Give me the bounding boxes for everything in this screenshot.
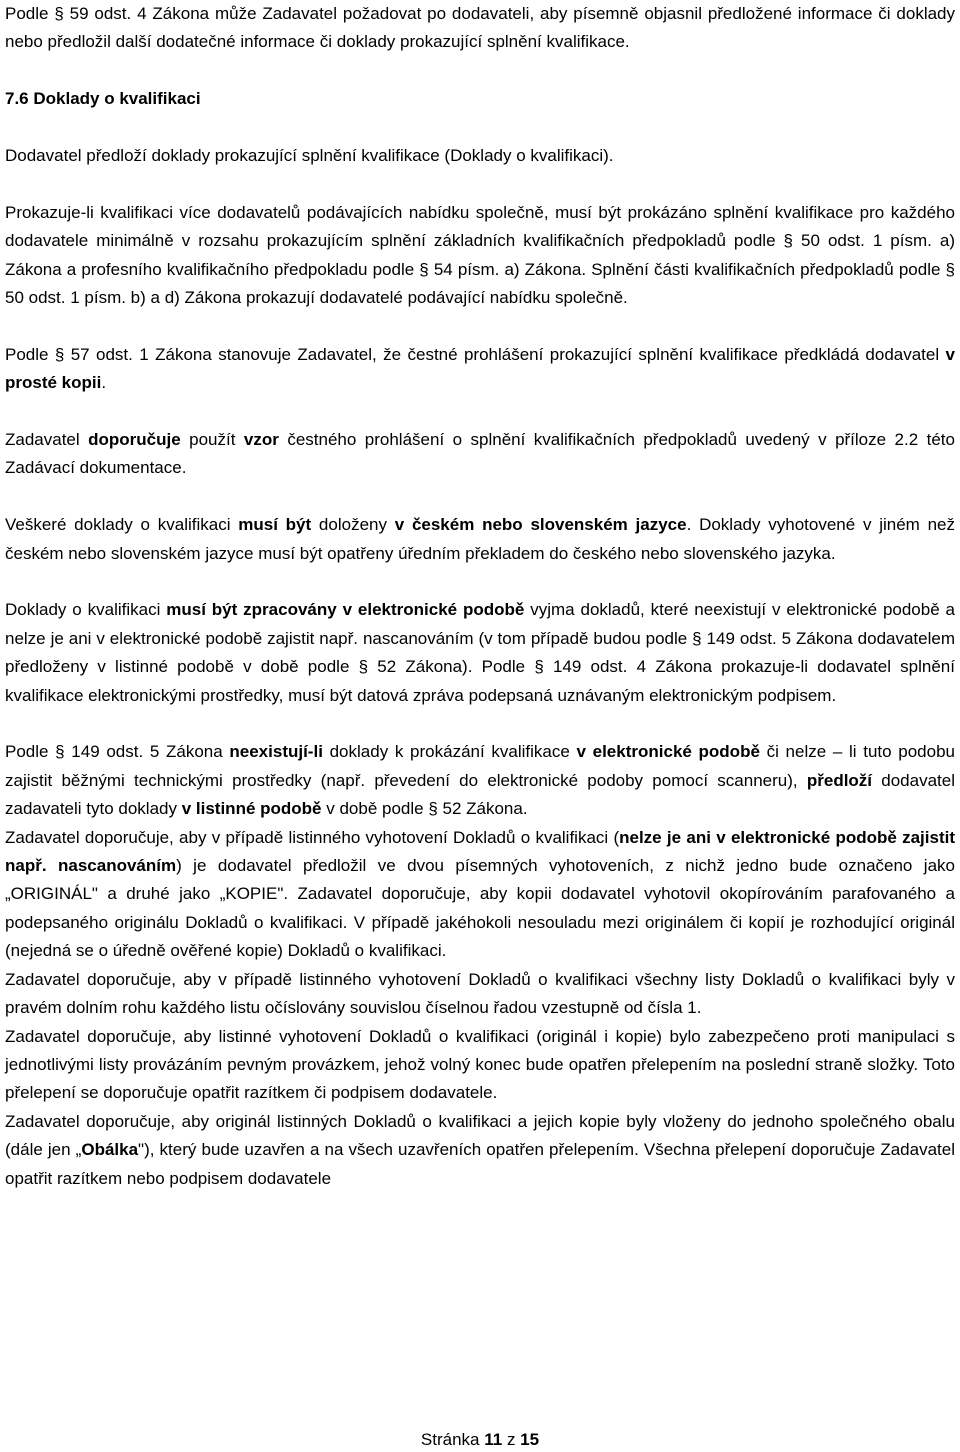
- footer-total-pages: 15: [520, 1430, 540, 1449]
- paragraph: [5, 511, 955, 568]
- page-footer: [0, 1430, 960, 1450]
- text-run: Zadavatel doporučuje, aby v případě listinného vyhotovení Dokladů o kvalifikaci všechny listy Dokladů o kvalifikaci byly v pravém dolním rohu každého listu očíslovány souvislou číselnou řadou vzestupně od čísla 1.: [5, 969, 955, 1018]
- paragraph: [5, 596, 955, 710]
- text-run: doloženy: [311, 515, 395, 535]
- text-run: Zadavatel doporučuje, aby v případě listinného vyhotovení Dokladů o kvalifikaci (: [5, 827, 620, 847]
- text-run: dodavatel zadavateli tyto doklady: [5, 770, 956, 819]
- text-run: vyjma dokladů, které neexistují v elektronické podobě a nelze je ani v elektronické podobě zajistit např. nascanováním (v tom případě budou podle § 149 odst. 5 Zákona dodavatelem předloženy v listinné podobě v době podle § 52 Zákona). Podle § 149 odst. 4 Zákona prokazuje-li dodavatel splnění kvalifikace elektronickými prostředky, musí být datová zpráva podepsaná uznávaným elektronickým podpisem.: [5, 600, 955, 705]
- paragraph: [5, 738, 955, 823]
- text-run: čestného prohlášení o splnění kvalifikačních předpokladů uvedený v příloze 2.2 této Zadávací dokumentace.: [5, 430, 955, 478]
- paragraph: [5, 1023, 955, 1108]
- paragraph: [5, 341, 955, 398]
- paragraph: [5, 199, 955, 313]
- bold-text-run: Obálka: [81, 1140, 139, 1160]
- bold-text-run: neexistují-li: [229, 742, 323, 762]
- text-run: či nelze – li tuto podobu zajistit běžnými technickými prostředky (např. převedení do elektronické podoby pomocí scanneru),: [5, 742, 956, 790]
- footer-prefix: Stránka: [420, 1430, 480, 1449]
- paragraph: [5, 0, 955, 57]
- paragraph: [5, 824, 955, 966]
- footer-separator: z: [506, 1430, 516, 1449]
- text-run: doklady k prokázání kvalifikace: [322, 742, 577, 762]
- text-run: Podle § 149 odst. 5 Zákona: [5, 742, 230, 762]
- text-run: Podle § 59 odst. 4 Zákona může Zadavatel požadovat po dodavateli, aby písemně objasnil předložené informace či doklady nebo předložil další dodatečné informace či doklady prokazující splnění kvalifikace.: [5, 4, 955, 52]
- bold-text-run: vzor: [243, 430, 279, 450]
- paragraph: [5, 426, 955, 483]
- document-page: [5, 0, 955, 1193]
- bold-text-run: musí být: [238, 515, 312, 535]
- text-run: Podle § 57 odst. 1 Zákona stanovuje Zadavatel, že čestné prohlášení prokazující splnění kvalifikace předkládá dodavatel: [5, 344, 946, 364]
- section-heading: [5, 85, 955, 113]
- text-run: Veškeré doklady o kvalifikaci: [5, 515, 239, 535]
- text-run: Zadavatel doporučuje, aby listinné vyhotovení Dokladů o kvalifikaci (originál i kopie) bylo zabezpečeno proti manipulaci s jednotlivými listy provázáním pevným provázkem, jehož volný konec bude opatřen přelepením na poslední straně složky. Toto přelepení se doporučuje opatřit razítkem či podpisem dodavatele.: [5, 1026, 955, 1103]
- text-run: . Doklady vyhotovené v jiném než českém nebo slovenském jazyce musí být opatřeny úředním překladem do českého nebo slovenského jazyka.: [5, 515, 955, 563]
- bold-text-run: v českém nebo slovenském jazyce: [394, 515, 687, 535]
- text-run: Zadavatel doporučuje, aby originál listinných Dokladů o kvalifikaci a jejich kopie byly vloženy do jednoho společného obalu (dále jen „: [5, 1111, 955, 1160]
- paragraph: [5, 1108, 955, 1193]
- paragraph: [5, 966, 955, 1023]
- text-run: Doklady o kvalifikaci: [5, 600, 167, 620]
- bold-text-run: nelze je ani v elektronické podobě zajistit např. nascanováním: [5, 827, 955, 876]
- text-run: .: [101, 373, 107, 393]
- bold-text-run: v prosté kopii: [5, 344, 955, 393]
- text-run: Dodavatel předloží doklady prokazující splnění kvalifikace (Doklady o kvalifikaci).: [5, 146, 614, 165]
- text-run: Prokazuje-li kvalifikaci více dodavatelů podávajících nabídku společně, musí být prokázáno splnění kvalifikace pro každého dodavatele minimálně v rozsahu prokazujícím splnění základních kvalifikačních předpokladů podle § 50 odst. 1 písm. a) Zákona a profesního kvalifikačního předpokladu podle § 54 písm. a) Zákona. Splnění části kvalifikačních předpokladů podle § 50 odst. 1 písm. b) a d) Zákona prokazují dodavatelé podávající nabídku společně.: [5, 202, 955, 308]
- text-run: "), který bude uzavřen a na všech uzavřeních opatřen přelepením. Všechna přelepení doporučuje Zadavatel opatřit razítkem nebo podpisem dodavatele: [5, 1140, 955, 1188]
- bold-text-run: v elektronické podobě: [576, 742, 760, 762]
- bold-text-run: předloží: [806, 770, 873, 790]
- bold-text-run: doporučuje: [88, 430, 181, 450]
- footer-current-page: 11: [484, 1430, 503, 1449]
- bold-text-run: v listinné podobě: [181, 799, 322, 819]
- paragraph: [5, 142, 955, 170]
- text-run: 7.6 Doklady o kvalifikaci: [5, 89, 201, 109]
- text-run: Zadavatel: [5, 430, 89, 450]
- text-run: ) je dodavatel předložil ve dvou písemných vyhotoveních, z nichž jedno bude označeno jako „ORIGINÁL" a druhé jako „KOPIE". Zadavatel doporučuje, aby kopii dodavatel vyhotovil okopírováním parafovaného a podepsaného originálu Dokladů o kvalifikaci. V případě jakéhokoli nesouladu mezi originálem či kopií je rozhodující originál (nejedná se o úředně ověřené kopie) Dokladů o kvalifikaci.: [5, 856, 955, 961]
- text-run: v době podle § 52 Zákona.: [321, 799, 528, 819]
- text-run: použít: [180, 430, 244, 450]
- bold-text-run: musí být zpracovány v elektronické podobě: [166, 600, 525, 620]
